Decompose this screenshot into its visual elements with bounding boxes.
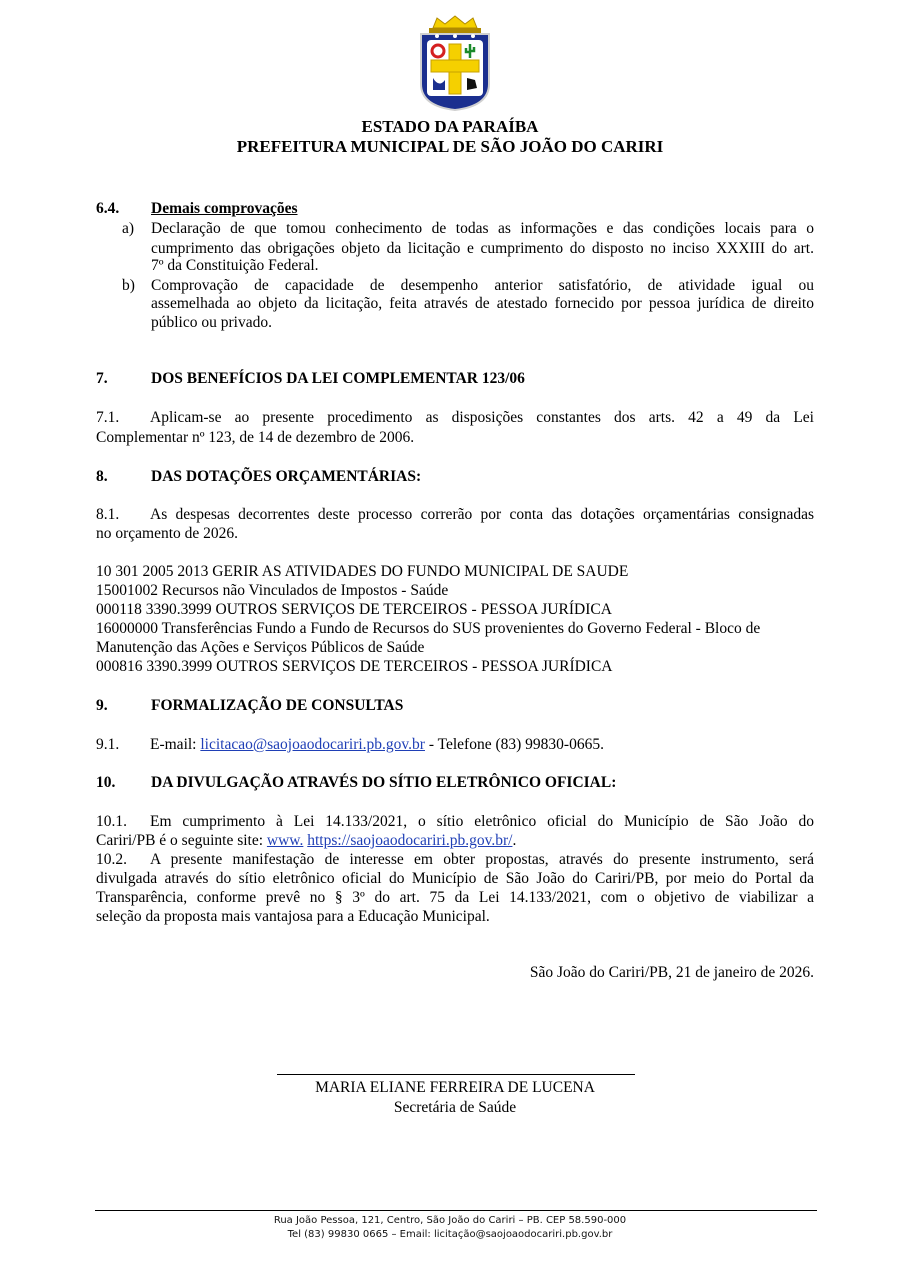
item-b-line: Comprovação de capacidade de desempenho anterior satisfatório, de atividade igual ou <box>151 277 814 294</box>
signature-line <box>277 1074 635 1075</box>
state-heading: ESTADO DA PARAÍBA <box>361 117 539 136</box>
budget-line: 000816 3390.3999 OUTROS SERVIÇOS DE TERCEIROS - PESSOA JURÍDICA <box>96 658 613 675</box>
item-b-line: assemelhada ao objeto da licitação, feita através de atestado fornecido por pessoa jurídica de direito <box>151 295 814 312</box>
section-8-heading <box>96 467 814 487</box>
paragraph-8-1-line: no orçamento de 2026. <box>96 525 239 542</box>
section-title: DAS DOTAÇÕES ORÇAMENTÁRIAS: <box>151 468 422 485</box>
email-label: E-mail: <box>150 736 197 753</box>
section-title: DA DIVULGAÇÃO ATRAVÉS DO SÍTIO ELETRÔNICO OFICIAL: <box>151 774 617 791</box>
section-6-4-heading <box>96 199 814 219</box>
paragraph-10-2-line: seleção da proposta mais vantajosa para a Educação Municipal. <box>96 908 490 925</box>
municipality-heading: PREFEITURA MUNICIPAL DE SÃO JOÃO DO CARIRI <box>236 137 664 156</box>
paragraph-text: . <box>512 832 517 849</box>
paragraph-text: Em cumprimento à Lei 14.133/2021, o sítio eletrônico oficial do Município de São João do <box>150 813 814 830</box>
section-10-heading <box>96 773 814 793</box>
paragraph-10-2-line: divulgada através do sítio eletrônico oficial do Município de São João do Cariri/PB, por meio do Portal da <box>96 870 814 887</box>
paragraph-7-1-line: Complementar nº 123, de 14 de dezembro de 2006. <box>96 429 415 446</box>
item-a-line: Declaração de que tomou conhecimento de todas as informações e das condições locais para o <box>151 220 814 237</box>
email-link[interactable]: licitacao@saojoaodocariri.pb.gov.br <box>200 736 425 753</box>
budget-line: Manutenção das Ações e Serviços Públicos de Saúde <box>96 639 425 656</box>
place-date: São João do Cariri/PB, 21 de janeiro de 2026. <box>529 964 814 981</box>
item-b-label: b) <box>122 277 135 294</box>
paragraph-number: 7.1. <box>96 409 120 426</box>
paragraph-9-1 <box>96 735 814 755</box>
paragraph-number: 10.2. <box>96 851 127 868</box>
site-link[interactable]: https://saojoaodocariri.pb.gov.br/ <box>307 832 513 849</box>
signer-role: Secretária de Saúde <box>393 1099 517 1116</box>
paragraph-8-1-line <box>96 505 814 525</box>
paragraph-text: A presente manifestação de interesse em obter propostas, através do presente instrumento, será <box>150 851 814 868</box>
footer-address: Rua João Pessoa, 121, Centro, São João do Cariri – PB. CEP 58.590-000 <box>273 1215 627 1226</box>
section-number: 8. <box>96 468 108 485</box>
paragraph-10-1-line <box>96 831 814 851</box>
phone-text: - Telefone (83) 99830-0665. <box>424 736 604 753</box>
item-a-line: 7º da Constituição Federal. <box>151 257 319 274</box>
footer-contact: Tel (83) 99830 0665 – Email: licitação@saojoaodocariri.pb.gov.br <box>287 1229 613 1240</box>
paragraph-10-2-line: Transparência, conforme prevê no § 3º do art. 75 da Lei 14.133/2021, com o objetivo de viabilizar a <box>96 889 814 906</box>
section-9-heading <box>96 696 814 716</box>
budget-line: 16000000 Transferências Fundo a Fundo de Recursos do SUS provenientes do Governo Federal - Bloco de <box>96 620 761 637</box>
item-b-line: público ou privado. <box>151 314 272 331</box>
budget-line: 15001002 Recursos não Vinculados de Impostos - Saúde <box>96 582 449 599</box>
budget-line: 000118 3390.3999 OUTROS SERVIÇOS DE TERCEIROS - PESSOA JURÍDICA <box>96 601 612 618</box>
paragraph-7-1-line <box>96 408 814 428</box>
section-number: 7. <box>96 370 108 387</box>
signer-name: MARIA ELIANE FERREIRA DE LUCENA <box>315 1079 595 1096</box>
paragraph-10-1-line <box>96 812 814 832</box>
section-number: 9. <box>96 697 108 714</box>
section-7-heading <box>96 369 814 389</box>
paragraph-10-2-line <box>96 850 814 870</box>
section-title: Demais comprovações <box>151 200 298 217</box>
paragraph-number: 10.1. <box>96 813 127 830</box>
paragraph-text: Cariri/PB é o seguinte site: <box>96 832 267 849</box>
paragraph-number: 8.1. <box>96 506 120 523</box>
section-title: FORMALIZAÇÃO DE CONSULTAS <box>151 697 404 714</box>
item-a-line: cumprimento das obrigações objeto da licitação e cumprimento do disposto no inciso XXXIII do art. <box>151 240 814 257</box>
paragraph-text: As despesas decorrentes deste processo correrão por conta das dotações orçamentárias consignadas <box>150 506 814 523</box>
budget-line: 10 301 2005 2013 GERIR AS ATIVIDADES DO FUNDO MUNICIPAL DE SAUDE <box>96 563 629 580</box>
site-link-www[interactable]: www. <box>266 832 304 849</box>
paragraph-text: Aplicam-se ao presente procedimento as disposições constantes dos arts. 42 a 49 da Lei <box>150 409 814 426</box>
municipal-coat-of-arms <box>415 14 495 112</box>
footer-divider <box>95 1210 817 1211</box>
section-number: 6.4. <box>96 200 120 217</box>
item-a-label: a) <box>122 220 135 237</box>
section-title: DOS BENEFÍCIOS DA LEI COMPLEMENTAR 123/06 <box>151 370 525 387</box>
paragraph-number: 9.1. <box>96 736 120 753</box>
section-number: 10. <box>96 774 116 791</box>
